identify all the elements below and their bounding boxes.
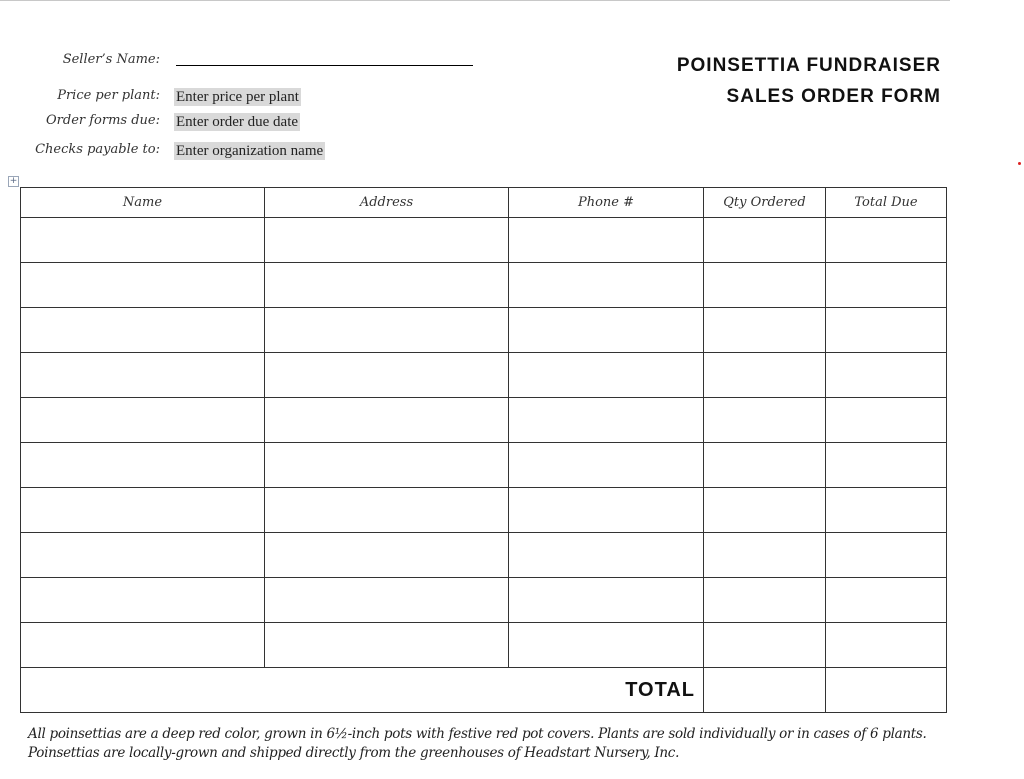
table-row <box>21 488 947 533</box>
phone-cell[interactable] <box>509 488 704 533</box>
total-due-cell[interactable] <box>826 398 947 443</box>
address-cell[interactable] <box>265 578 509 623</box>
address-cell[interactable] <box>265 263 509 308</box>
address-cell[interactable] <box>265 308 509 353</box>
total-label: TOTAL <box>21 668 704 713</box>
price-per-plant-label: Price per plant: <box>57 88 160 103</box>
total-due-cell[interactable] <box>826 623 947 668</box>
qty-ordered-cell[interactable] <box>704 488 826 533</box>
table-row <box>21 533 947 578</box>
table-row <box>21 578 947 623</box>
column-header-total-due: Total Due <box>826 188 947 218</box>
address-cell[interactable] <box>265 443 509 488</box>
red-marker <box>1018 162 1021 165</box>
name-cell[interactable] <box>21 488 265 533</box>
form-title-line1: POINSETTIA FUNDRAISER <box>676 55 941 76</box>
total-qty-cell[interactable] <box>704 668 826 713</box>
table-row <box>21 263 947 308</box>
qty-ordered-cell[interactable] <box>704 533 826 578</box>
footer-line-1: All poinsettias are a deep red color, grown in 6½-inch pots with festive red pot covers. Plants are sold individually or in cases of 6 plants. <box>28 726 927 742</box>
qty-ordered-cell[interactable] <box>704 623 826 668</box>
phone-cell[interactable] <box>509 443 704 488</box>
column-header-qty-ordered: Qty Ordered <box>704 188 826 218</box>
table-row <box>21 218 947 263</box>
total-due-cell[interactable] <box>826 443 947 488</box>
name-cell[interactable] <box>21 443 265 488</box>
column-header-phone: Phone # <box>509 188 704 218</box>
qty-ordered-cell[interactable] <box>704 443 826 488</box>
total-due-cell[interactable] <box>826 308 947 353</box>
qty-ordered-cell[interactable] <box>704 398 826 443</box>
phone-cell[interactable] <box>509 398 704 443</box>
total-due-cell[interactable] <box>826 488 947 533</box>
table-row <box>21 353 947 398</box>
phone-cell[interactable] <box>509 578 704 623</box>
form-title-line2: SALES ORDER FORM <box>726 86 941 107</box>
name-cell[interactable] <box>21 578 265 623</box>
total-due-cell[interactable] <box>826 668 947 713</box>
phone-cell[interactable] <box>509 218 704 263</box>
sellers-name-field[interactable] <box>176 65 473 66</box>
organization-name-field[interactable]: Enter organization name <box>176 143 324 159</box>
phone-cell[interactable] <box>509 308 704 353</box>
sellers-name-label: Seller’s Name: <box>62 52 160 67</box>
column-header-name: Name <box>21 188 265 218</box>
page-top-rule <box>0 0 950 1</box>
name-cell[interactable] <box>21 623 265 668</box>
footer-note <box>28 725 988 763</box>
order-forms-due-label: Order forms due: <box>46 113 160 128</box>
column-header-address: Address <box>265 188 509 218</box>
footer-line-2: Poinsettias are locally-grown and shipped directly from the greenhouses of Headstart Nursery, Inc. <box>28 745 680 761</box>
total-due-cell[interactable] <box>826 218 947 263</box>
checks-payable-label: Checks payable to: <box>35 142 160 157</box>
table-header-row <box>21 188 947 218</box>
table-row <box>21 623 947 668</box>
phone-cell[interactable] <box>509 353 704 398</box>
table-row <box>21 308 947 353</box>
total-row <box>21 668 947 713</box>
address-cell[interactable] <box>265 488 509 533</box>
table-row <box>21 443 947 488</box>
order-due-date-field[interactable]: Enter order due date <box>176 114 299 130</box>
price-per-plant-field[interactable]: Enter price per plant <box>176 89 299 105</box>
name-cell[interactable] <box>21 398 265 443</box>
name-cell[interactable] <box>21 263 265 308</box>
address-cell[interactable] <box>265 398 509 443</box>
qty-ordered-cell[interactable] <box>704 578 826 623</box>
address-cell[interactable] <box>265 218 509 263</box>
name-cell[interactable] <box>21 308 265 353</box>
qty-ordered-cell[interactable] <box>704 308 826 353</box>
qty-ordered-cell[interactable] <box>704 263 826 308</box>
address-cell[interactable] <box>265 353 509 398</box>
total-due-cell[interactable] <box>826 263 947 308</box>
qty-ordered-cell[interactable] <box>704 353 826 398</box>
qty-ordered-cell[interactable] <box>704 218 826 263</box>
phone-cell[interactable] <box>509 263 704 308</box>
phone-cell[interactable] <box>509 533 704 578</box>
name-cell[interactable] <box>21 533 265 578</box>
address-cell[interactable] <box>265 533 509 578</box>
total-due-cell[interactable] <box>826 353 947 398</box>
total-due-cell[interactable] <box>826 533 947 578</box>
orders-table <box>20 187 947 713</box>
name-cell[interactable] <box>21 353 265 398</box>
table-row <box>21 398 947 443</box>
name-cell[interactable] <box>21 218 265 263</box>
address-cell[interactable] <box>265 623 509 668</box>
phone-cell[interactable] <box>509 623 704 668</box>
total-due-cell[interactable] <box>826 578 947 623</box>
move-handle-icon[interactable]: + <box>9 176 18 186</box>
